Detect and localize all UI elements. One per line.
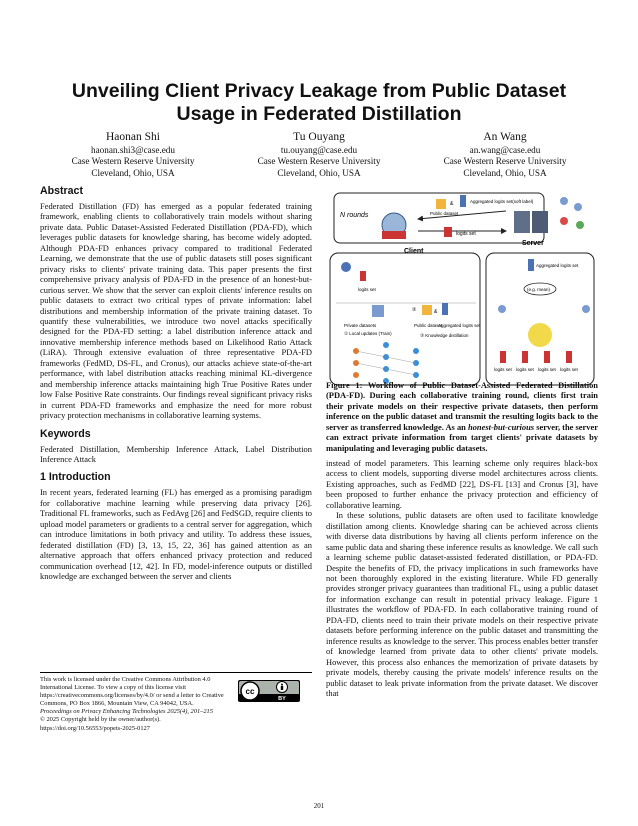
public-dataset-icon (436, 199, 446, 209)
author-block (40, 130, 598, 179)
svg-text:logits set: logits set (560, 367, 578, 372)
keywords-text: Federated Distillation, Membership Inference Attack, Label Distribution Inference Attack (40, 443, 312, 464)
right-paragraph-2: In these solutions, public datasets are often used to facilitate knowledge distillation among clients. Knowledge sharing can be achieved across clients with diverse data distributions by having all clients perform inference on the same public data and sharing these inference results as knowledge. We call such a learning scheme public dataset-assisted federated distillation, or PDA-FD. Despite the benefits of FD, the privacy implications in such frameworks have not been thoroughly explored in the existing literature. While FD generally provides stronger privacy guarantees than traditional FL, using a public dataset for information exchange can result in potential privacy leakage. Figure 1 illustrates the workflow of PDA-FD. In each collaborative training round of PDA-FD, clients need to train their private models on their respective private datasets before performing inference on the public dataset and transmitting the inference results as knowledge to the server. This process enables better transfer of knowledge learned from private data to other clients' private models. However, this process also enhances the memorization of private datasets by private models, thereby causing the private models' inference results on the public dataset to leak private information from the private dataset. We discover that (326, 510, 598, 698)
svg-text:logits set: logits set (538, 367, 556, 372)
aggregated-logits-label: Aggregated logits set(soft label) (470, 199, 534, 204)
local-updates-label: ① Local updates (Train) (344, 331, 392, 336)
author-email: an.wang@case.edu (469, 145, 541, 155)
page-number: 201 (313, 802, 325, 810)
introduction-paragraph: In recent years, federated learning (FL) has emerged as a promising paradigm for collaborative machine learning while preserving data privacy [26]. Traditional FL frameworks, such as FedAvg [26] and FedSGD, require clients to upload model parameters or gradients to a central server for aggregation, which can introduce limitations in both privacy and utility. To address these issues, federated distillation (FD) [3, 13, 15, 22, 36] has gained attention as an alternative approach that offers enhanced privacy protection and reduced communication overhead [12, 42]. In FD, model-inference outputs or distilled knowledge are exchanged between the server and clients (40, 487, 312, 582)
license-text: This work is licensed under the Creative Commons Attribution 4.0 International License. To view a copy of this license visit https://creativecommons.org/licenses/by/4.0/ or send a letter to Creative Commons, PO Box 1866, Mountain View, CA 94042, USA. (40, 676, 224, 708)
svg-text:&: & (450, 201, 454, 207)
introduction-heading: 1 Introduction (40, 471, 111, 484)
author-3 (412, 130, 598, 179)
caption-part-a: Figure 1: Workflow of Public Dataset-Assisted Federated Distillation (PDA-FD). During each collaborative training round, clients first train their private models on their respective private datasets, then perform inference on the public dataset and transmit the resulting logits back to the server as transferred knowledge. As an (326, 380, 598, 432)
svg-text:logits set: logits set (494, 367, 512, 372)
figure-caption (326, 380, 598, 453)
aggregated-logits-icon (460, 195, 466, 207)
author-location: Cleveland, Ohio, USA (91, 167, 175, 178)
author-name: An Wang (483, 131, 527, 143)
author-affiliation: Case Western Reserve University (257, 156, 381, 167)
author-email: tu.ouyang@case.edu (280, 145, 358, 155)
client-label: Client (404, 248, 424, 255)
svg-text:logits set: logits set (516, 367, 534, 372)
knowledge-distillation-label: ③ Knowledge distillation (420, 333, 469, 338)
left-column (40, 185, 312, 582)
author-name: Haonan Shi (106, 131, 160, 143)
caption-part-b: server, the server can extract private information from target clients' private datasets by manipulating and leveraging public datasets. (326, 421, 599, 453)
aggregated-logits-label-2: Aggregated logits set (438, 323, 481, 328)
author-location: Cleveland, Ohio, USA (277, 167, 361, 178)
author-affiliation: Case Western Reserve University (71, 156, 195, 167)
sun-icon (528, 323, 552, 347)
author-email: haonan.shi3@case.edu (91, 145, 175, 155)
copyright-text: © 2025 Copyright held by the owner/author(s). (40, 716, 161, 724)
cc-label: cc (245, 687, 255, 696)
figure-1-workflow (326, 185, 598, 390)
server-label: Server (522, 240, 544, 247)
avg-label: (e.g. mean) (527, 287, 551, 292)
caption-italic: honest-but-curious (467, 421, 535, 432)
agg-logits-set-label: Aggregated logits set (536, 263, 579, 268)
keywords-heading: Keywords (40, 427, 91, 440)
client-laptop-icon (382, 231, 406, 239)
paper-title: Unveiling Client Privacy Leakage from Public Dataset Usage in Federated Distillation (71, 80, 567, 125)
by-label: BY (278, 696, 286, 702)
database-icon (560, 197, 568, 205)
author-affiliation: Case Western Reserve University (443, 156, 567, 167)
author-location: Cleveland, Ohio, USA (463, 167, 547, 178)
author-2 (226, 130, 412, 179)
n-rounds-label: N rounds (340, 212, 369, 219)
abstract-heading: Abstract (40, 185, 83, 197)
cc-by-badge (238, 680, 300, 702)
step-2-label: ② (412, 307, 417, 313)
private-dataset-icon (372, 305, 384, 317)
svg-text:&: & (434, 309, 438, 315)
svg-text:logits set: logits set (358, 287, 376, 292)
neural-network-icon (353, 342, 419, 384)
abstract-text: Federated Distillation (FD) has emerged as a popular federated training framework, enabling clients to collaboratively train models without sharing private data. Public Dataset-Assisted Federated Distillation (PDA-FD), which leverages public datasets for knowledge sharing, has become widely adopted. Although PDA-FD enhances privacy compared to traditional Federated Learning, we demonstrate that the use of public datasets still poses significant privacy risks to clients' private training data. This paper presents the first comprehensive privacy analysis of PDA-FD in the presence of an honest-but-curious server. We show that the server can exploit clients' inference results on public datasets to extract two critical types of private information: label distributions and membership information of the private training dataset. To quantify these vulnerabilities, we introduce two novel attacks specifically designed for the PDA-FD setting: a label distribution inference attack and innovative membership inference methods based on Likelihood Ratio Attack (LiRA). Through extensive evaluation of three representative PDA-FD frameworks (FedMD, DS-FL, and Cronus), our attacks achieve state-of-the-art performance, with label distribution attacks reaching minimal KL-divergence and membership inference attacks maintaining high True Positive Rates under low False Positive Rate constraints. Our findings reveal significant privacy risks in current PDA-FD frameworks and emphasize the need for more robust privacy protection mechanisms in collaborative learning systems. (40, 201, 312, 421)
server-icon (514, 211, 530, 233)
author-1 (40, 130, 226, 179)
proceedings-text: Proceedings on Privacy Enhancing Technologies 2025(4), 201–215 (40, 708, 213, 716)
logits-icon (444, 227, 452, 237)
private-datasets-label: Private datasets (344, 323, 377, 328)
cc-by-icon (238, 680, 300, 702)
logits-set-label: logits set (456, 231, 476, 237)
right-paragraph-1: instead of model parameters. This learning scheme only requires black-box access to client models, supporting diverse model architectures across clients. Existing approaches, such as FedMD [22], DS-FL [13] and Cronus [3], have been proposed to further enhance the privacy protection and efficiency of collaborative learning. (326, 458, 598, 510)
public-dataset-label-2: Public dataset (414, 323, 443, 328)
footnote-rule (40, 672, 312, 673)
right-column (326, 458, 598, 698)
doi-link[interactable]: https://doi.org/10.56553/popets-2025-0127 (40, 724, 150, 732)
public-dataset-label: Public dataset (430, 211, 459, 216)
author-name: Tu Ouyang (293, 131, 345, 143)
